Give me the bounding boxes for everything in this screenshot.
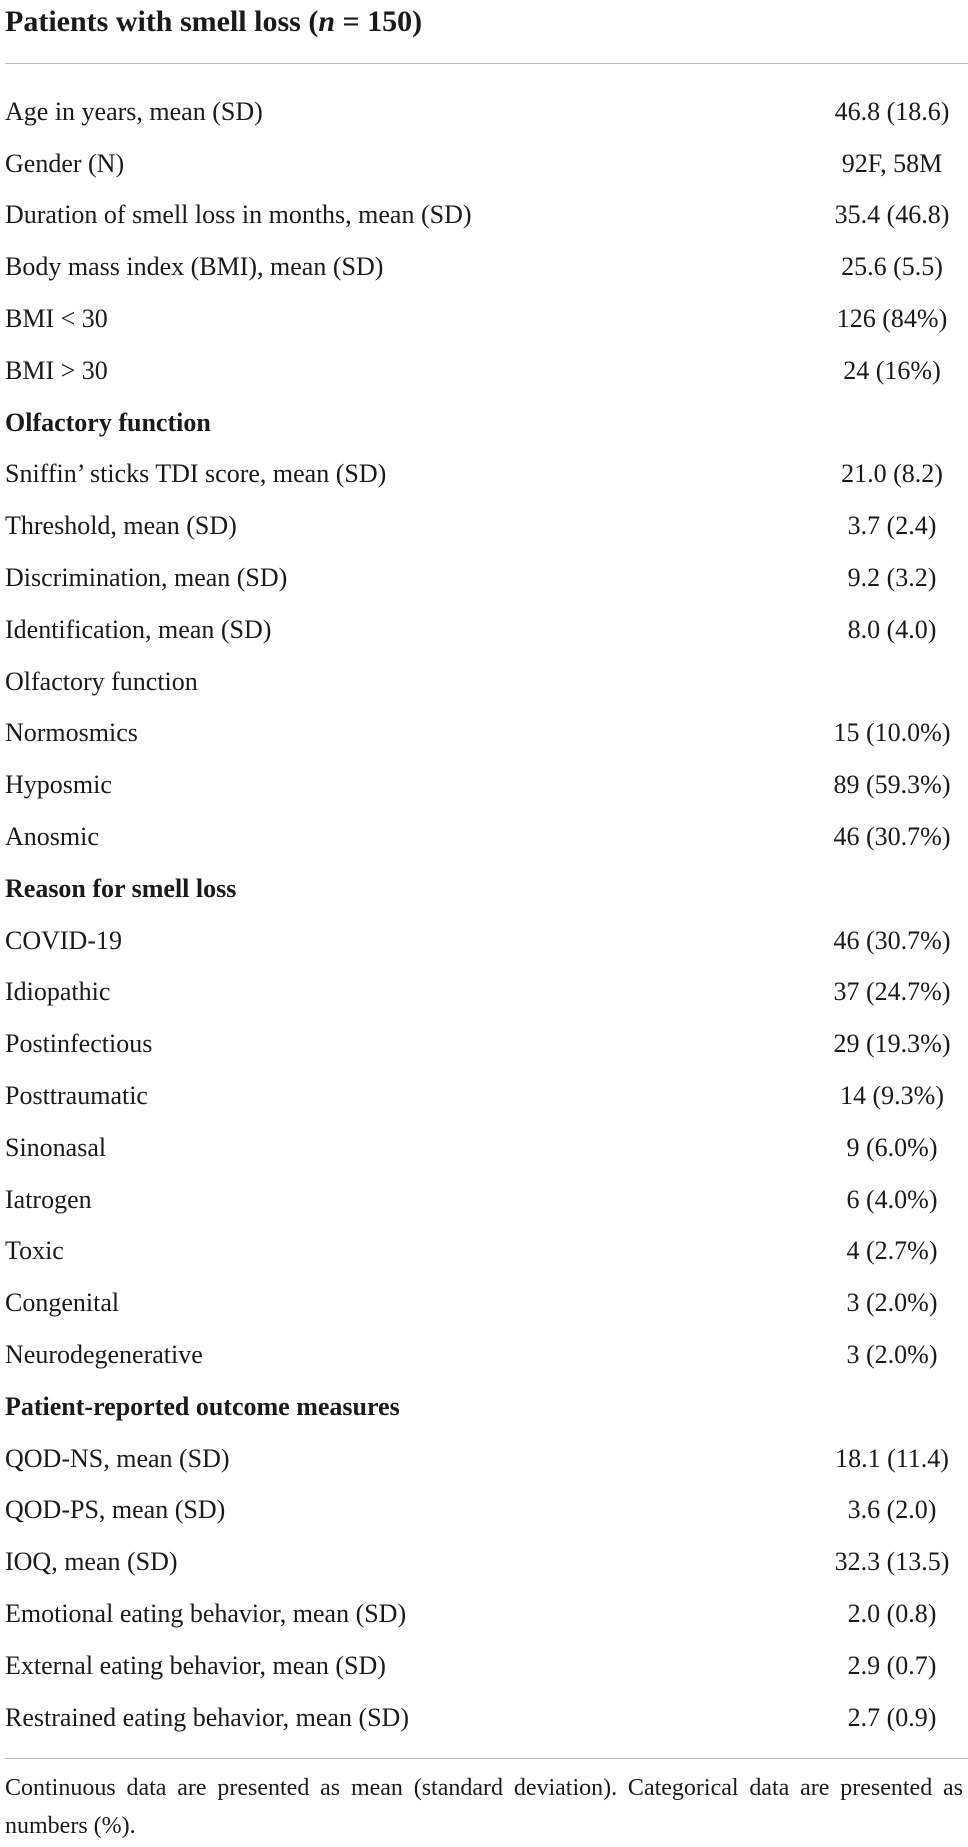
bottom-divider: [5, 1758, 968, 1759]
row-label: Idiopathic: [5, 977, 111, 1007]
section-label: Olfactory function: [5, 666, 198, 696]
table-row: [5, 449, 965, 501]
row-value: 18.1 (11.4): [835, 1443, 949, 1473]
row-value: 15 (10.0%): [833, 718, 951, 748]
row-label: QOD-NS, mean (SD): [5, 1443, 230, 1473]
table-row: [5, 1226, 965, 1278]
row-label: External eating behavior, mean (SD): [5, 1650, 386, 1680]
table-row: [5, 1174, 965, 1226]
table-footnote: Continuous data are presented as mean (standard deviation). Categorical data are presented as numbers (%).: [5, 1774, 963, 1839]
row-label: Identification, mean (SD): [5, 614, 272, 644]
row-value: 6 (4.0%): [846, 1184, 938, 1214]
row-value: 3 (2.0%): [846, 1288, 938, 1318]
row-value: 8.0 (4.0): [847, 614, 937, 644]
section-header-row: [5, 397, 965, 449]
table-row: [5, 1536, 965, 1588]
row-label: Congenital: [5, 1288, 120, 1318]
row-value: 3.7 (2.4): [847, 511, 937, 541]
table-row: [5, 915, 965, 967]
row-value: 126 (84%): [836, 304, 948, 334]
table-row: [5, 1588, 965, 1640]
row-value: 24 (16%): [843, 355, 941, 385]
row-value: 2.0 (0.8): [847, 1599, 937, 1628]
row-label: Anosmic: [5, 822, 99, 852]
table-row: [5, 1018, 965, 1070]
row-label: BMI < 30: [5, 304, 108, 334]
table-row: [5, 86, 965, 138]
row-label: Normosmics: [5, 718, 138, 748]
title-n-symbol: n: [318, 5, 336, 38]
row-label: COVID-19: [5, 925, 122, 955]
row-value: 46 (30.7%): [833, 925, 951, 955]
row-label: Sinonasal: [5, 1132, 107, 1162]
row-label: Neurodegenerative: [5, 1340, 203, 1370]
row-label: Emotional eating behavior, mean (SD): [5, 1599, 407, 1628]
row-label: IOQ, mean (SD): [5, 1547, 178, 1577]
row-label: BMI > 30: [5, 355, 108, 385]
row-value: 3 (2.0%): [846, 1340, 938, 1370]
row-label: Posttraumatic: [5, 1081, 148, 1111]
row-label: QOD-PS, mean (SD): [5, 1495, 226, 1525]
table-row: [5, 1070, 965, 1122]
row-label: Discrimination, mean (SD): [5, 563, 288, 593]
row-value: 89 (59.3%): [833, 770, 951, 800]
section-label: Patient-reported outcome measures: [5, 1391, 400, 1421]
table-row: [5, 1122, 965, 1174]
row-value: 46 (30.7%): [833, 822, 951, 852]
row-value: 29 (19.3%): [833, 1029, 951, 1059]
table-row: [5, 1640, 965, 1692]
top-divider: [5, 63, 968, 64]
patient-characteristics-table: [5, 0, 965, 1845]
row-value: 35.4 (46.8): [834, 200, 950, 230]
section-label: Reason for smell loss: [5, 873, 237, 903]
row-value: 4 (2.7%): [846, 1236, 938, 1266]
table-row: [5, 1433, 965, 1485]
row-label: Duration of smell loss in months, mean (SD): [5, 200, 472, 230]
table-row: [5, 1277, 965, 1329]
row-value: 92F, 58M: [841, 148, 943, 178]
row-label: Iatrogen: [5, 1184, 92, 1214]
table-row: [5, 759, 965, 811]
table-row: [5, 293, 965, 345]
table-row: [5, 604, 965, 656]
row-value: 3.6 (2.0): [847, 1495, 937, 1525]
section-label: Olfactory function: [5, 407, 211, 437]
row-value: 32.3 (13.5): [834, 1547, 950, 1577]
table-row: [5, 811, 965, 863]
section-header-row: [5, 863, 965, 915]
row-label: Postinfectious: [5, 1029, 153, 1059]
title-suffix: = 150): [335, 5, 423, 38]
row-value: 14 (9.3%): [840, 1081, 944, 1111]
table-row: [5, 708, 965, 760]
table-title-row: [5, 0, 965, 63]
table-row: [5, 1329, 965, 1381]
row-label: Sniffin’ sticks TDI score, mean (SD): [5, 459, 387, 489]
section-header-row: [5, 1381, 965, 1433]
table-row: [5, 345, 965, 397]
table-row: [5, 500, 965, 552]
row-label: Restrained eating behavior, mean (SD): [5, 1702, 409, 1732]
row-label: Threshold, mean (SD): [5, 511, 237, 541]
table-row: [5, 967, 965, 1019]
row-value: 25.6 (5.5): [841, 252, 943, 282]
table-row: [5, 552, 965, 604]
row-value: 2.7 (0.9): [847, 1702, 937, 1732]
row-label: Age in years, mean (SD): [5, 96, 263, 126]
row-value: 37 (24.7%): [833, 977, 951, 1007]
row-value: 21.0 (8.2): [841, 459, 943, 489]
row-value: 9 (6.0%): [846, 1132, 938, 1162]
row-value: 46.8 (18.6): [834, 96, 950, 126]
table-title: [5, 0, 422, 44]
subheader-row: [5, 656, 965, 708]
table-row: [5, 1485, 965, 1537]
table-body: [5, 86, 965, 1744]
row-value: 9.2 (3.2): [847, 563, 937, 593]
table-row: [5, 241, 965, 293]
table-row: [5, 1692, 965, 1744]
title-prefix: Patients with smell loss (: [5, 5, 319, 38]
row-label: Gender (N): [5, 148, 125, 178]
table-row: [5, 190, 965, 242]
table-row: [5, 138, 965, 190]
row-value: 2.9 (0.7): [847, 1650, 937, 1680]
row-label: Toxic: [5, 1236, 64, 1266]
row-label: Hyposmic: [5, 770, 112, 800]
row-label: Body mass index (BMI), mean (SD): [5, 252, 384, 282]
